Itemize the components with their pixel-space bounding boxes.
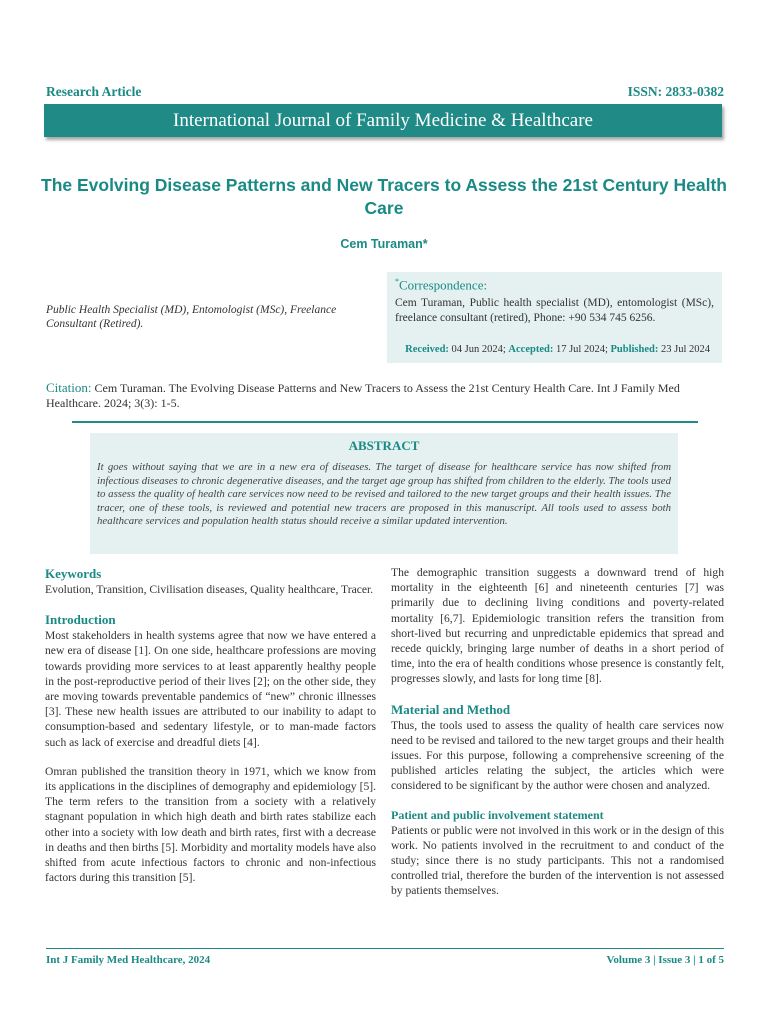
received-date: 04 Jun 2024;: [451, 344, 506, 355]
spacer: [391, 794, 724, 808]
published-label: Published:: [610, 344, 659, 355]
article-dates: [395, 344, 710, 355]
article-type: Research Article: [46, 84, 142, 99]
keywords-heading: Keywords: [45, 566, 102, 581]
footer-page-info: Volume 3 | Issue 3 | 1 of 5: [606, 954, 724, 966]
correspondence-marker: *: [395, 277, 399, 286]
left-column: [45, 565, 376, 885]
article-title: The Evolving Disease Patterns and New Tracers to Assess the 21st Century Health Care: [41, 175, 727, 218]
top-row: [46, 84, 724, 102]
author-name: Cem Turaman*: [340, 237, 428, 251]
right-column: [391, 565, 724, 899]
citation-label: Citation:: [46, 380, 92, 395]
spacer: [391, 687, 724, 701]
demographic-paragraph: The demographic transition suggests a downward trend of high mortality in the eighteenth [6] and nineteenth centuries [7] was primarily due to declining living conditions and poverty-related mortality [6,7]. Epidemiologic transition refers the transition from short-lived but recurring and unpredictable epidemics that spread and recede quickly, bringing large number of deaths in a short period of time, into the era of health conditions whose presence is constantly felt, progresses slowly, and lasts for long time [8].: [391, 566, 724, 686]
received-label: Received:: [405, 344, 449, 355]
journal-banner: International Journal of Family Medicine & Healthcare: [44, 104, 722, 137]
correspondence-box: [387, 272, 722, 363]
correspondence-body: Cem Turaman, Public health specialist (MD), entomologist (MSc), freelance consultant (retired), Phone: +90 534 745 6256.: [395, 297, 714, 324]
method-paragraph: Thus, the tools used to assess the quality of health care services now need to be revised and tailored to the new target groups and their health issues. For this purpose, following a comprehensive screening of the published articles relating the subject, the articles which were considered to be significant by the author were chosen and analyzed.: [391, 718, 724, 793]
spacer: [45, 750, 376, 764]
abstract-heading: ABSTRACT: [348, 438, 420, 453]
issn: ISSN: 2833-0382: [627, 84, 724, 99]
ppi-heading: Patient and public involvement statement: [391, 807, 604, 822]
accepted-date: 17 Jul 2024;: [555, 344, 608, 355]
section-divider: [72, 421, 698, 423]
correspondence-heading: [395, 277, 487, 293]
abstract-box: [90, 433, 678, 554]
ppi-paragraph: Patients or public were not involved in this work or in the design of this work. No patients involved in the recruitment to and conduct of the study; since there is no study participants. This not a randomised controlled trial, therefore the burden of the intervention is not assessed by patients themselves.: [391, 823, 724, 898]
introduction-heading: Introduction: [45, 612, 116, 628]
footer-journal: Int J Family Med Healthcare, 2024: [46, 954, 211, 966]
abstract-text: It goes without saying that we are in a new era of diseases. The target of disease for healthcare service has now shifted from infectious diseases to chronic degenerative diseases, and the target age group has shifted from children to the elderly. The tools used to assess the quality of health care services now need to be revised and tailored to the new target groups and their health issues. The tracer, one of these tools, is reviewed and potential new tracers are proposed in this manuscript. All tools used to assess both healthcare services and population health status should receive a similar updated intervention.: [97, 461, 671, 527]
citation: [46, 380, 724, 411]
citation-text: Cem Turaman. The Evolving Disease Patterns and New Tracers to Assess the 21st Century Health Care. Int J Family Med Healthcare. 2024; 3(3): 1-5.: [46, 381, 680, 410]
footer-divider: [46, 948, 724, 949]
spacer: [45, 597, 376, 611]
method-heading: Material and Method: [391, 701, 511, 717]
introduction-paragraph-2: Omran published the transition theory in 1971, which we know from its applications in the disciplines of demography and epidemiology [5]. The term refers to the transition from a society with a relatively stagnant population in which high death and birth rates stabilize each other into a society with low death and birth rates, first with a decrease in deaths and then births [5]. Morbidity and mortality models have also shifted from acute infectious factors to chronic and non-infectious factors during this transition [5].: [45, 764, 376, 885]
author-affiliation: Public Health Specialist (MD), Entomologist (MSc), Freelance Consultant (Retired).: [46, 304, 337, 330]
accepted-label: Accepted:: [508, 344, 554, 355]
keywords-text: Evolution, Transition, Civilisation diseases, Quality healthcare, Tracer.: [45, 583, 374, 596]
correspondence-heading-text: Correspondence:: [399, 277, 488, 293]
introduction-paragraph-1: Most stakeholders in health systems agree that now we have entered a new era of disease [1]. On one side, healthcare professions are moving towards providing more services to at least apparently healthy people in the post-reproductive period of their lives [2]; on the other side, they are moving towards preventable pandemics of “new” chronic illnesses [3]. These new health issues are attributed to our inability to adapt to consumption-based and sedentary lifestyle, or to man-made factors such as lack of exercise and dreadful diets [4].: [45, 629, 376, 749]
published-date: 23 Jul 2024: [660, 344, 710, 355]
